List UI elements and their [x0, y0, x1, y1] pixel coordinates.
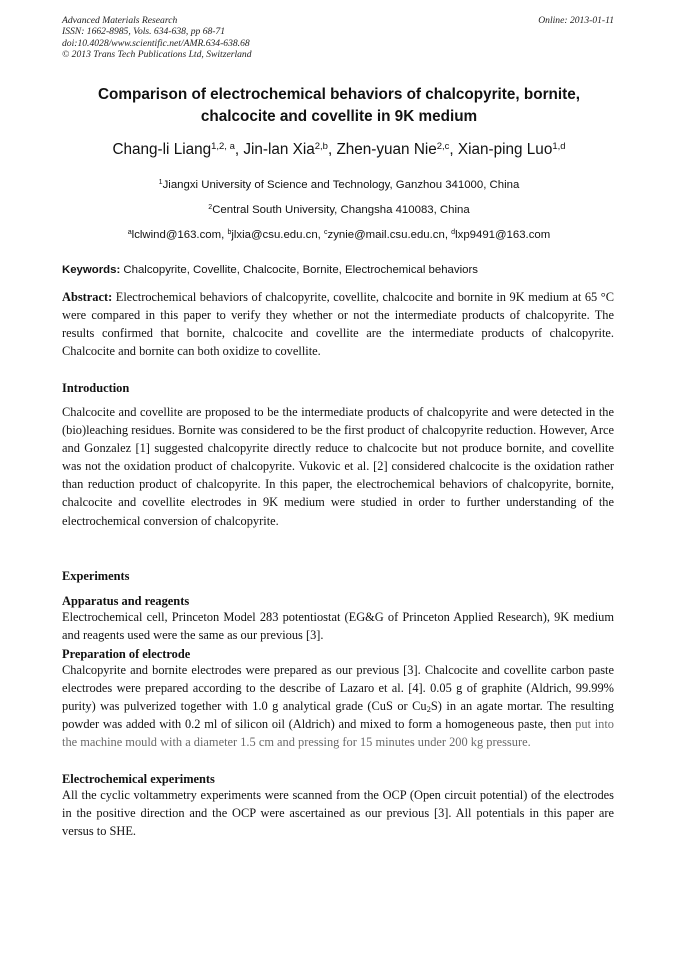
copyright-line: © 2013 Trans Tech Publications Ltd, Switzerland	[62, 49, 252, 61]
author-name: Jin-lan Xia	[243, 141, 315, 158]
email-address[interactable]: jlxia@csu.edu.cn	[231, 229, 318, 241]
paper-title	[62, 84, 616, 128]
preparation-text: Chalcopyrite and bornite electrodes were prepared as our previous [3]. Chalcocite and covellite carbon paste electrodes were prepared according to the describe of Lazaro et al. [4]. 0.05 g of graphite (Aldrich, 99.99% purity) was pulverized together with 1.0 g analytical grade (CuS or $Cu_2S$) in an agate mortar. The resulting powder was added with 0.2 ml of silicon oil (Aldrich) and mixed to form a homogeneous paste, then put into the machine mould with a diameter 1.5 cm and pressing for 15 minutes under 200 kg pressure.	[62, 663, 614, 750]
abstract	[62, 288, 614, 360]
abstract-label: Abstract:	[62, 290, 113, 304]
affiliation-2: $^2$Central South University, Changsha 410083, China	[208, 204, 470, 216]
preparation-heading: Preparation of electrode	[62, 647, 191, 661]
journal-header	[62, 15, 614, 61]
doi-line: doi:10.4028/www.scientific.net/AMR.634-638.68	[62, 37, 250, 49]
keywords-text: Chalcopyrite, Covellite, Chalcocite, Bornite, Electrochemical behaviors	[123, 264, 478, 276]
author-affiliation-marker: 1,2, a	[211, 140, 235, 152]
introduction-text: Chalcocite and covellite are proposed to be the intermediate products of chalcopyrite and were detected in the (bio)leaching residues. Bornite was considered to be the first product of chalcopyrite reduction. However, Arce and Gonzalez [1] suggested chalcopyrite directly reduce to chalcocite but not produce bornite, and covellite was not the oxidation product of chalcopyrite. Vukovic et al. [2] considered chalcocite is the oxidation rather than reduction product of chalcopyrite. In this paper, the electrochemical behaviors of chalcopyrite, bornite, chalcocite and covellite electrodes in 9K medium were studied in order to further understanding of the electrochemical conversion of chalcopyrite.	[62, 405, 614, 528]
affiliation-1: $^1$Jiangxi University of Science and Technology, Ganzhou 341000, China	[158, 179, 520, 191]
abstract-text: Electrochemical behaviors of chalcopyrite, covellite, chalcocite and bornite in 9K medium at 65 °C were compared in this paper to verify they whether or not the intermediate products of chalcopyrite. The results confirmed that bornite, chalcocite and covellite are the intermediate products of chalcopyrite. Chalcocite and bornite can both oxidize to covellite.	[62, 290, 614, 359]
author-name: Chang-li Liang	[112, 141, 212, 158]
email-address[interactable]: lxp9491@163.com	[455, 229, 551, 241]
author-affiliation-marker: 2,b	[314, 140, 328, 152]
electrochemical-experiments-text: All the cyclic voltammetry experiments were scanned from the OCP (Open circuit potential) of the electrodes in the positive direction and the OCP were ascertained as our previous [3]. All potentials in this paper are versus to SHE.	[62, 788, 614, 839]
keywords-label: Keywords:	[62, 264, 121, 276]
keywords	[62, 264, 616, 276]
author-affiliation-marker: 1,d	[552, 140, 566, 152]
preparation-text-grey: put into the machine mould with a diameter 1.5 cm and pressing for 15 minutes under 200 kg pressure.	[62, 717, 614, 750]
email-list: $^a$lclwind@163.com, $^b$jlxia@csu.edu.cn, $^c$zynie@mail.csu.edu.cn, $^d$lxp9491@163.com	[127, 229, 551, 241]
title-line-1: Comparison of electrochemical behaviors of chalcopyrite, bornite,	[98, 86, 580, 103]
apparatus-text: Electrochemical cell, Princeton Model 283 potentiostat (EG&G of Princeton Applied Research), 9K medium and reagents used were the same as our previous [3].	[62, 610, 614, 643]
author-list: Chang-li Liang$^{1,2, a}$, Jin-lan Xia$^{2,b}$, Zhen-yuan Nie$^{2,c}$, Xian-ping Luo$^{1,d}$	[112, 140, 566, 158]
email-address[interactable]: lclwind@163.com	[131, 229, 222, 241]
experiments-heading: Experiments	[62, 569, 130, 583]
author-name: Xian-ping Luo	[457, 141, 553, 158]
email-address[interactable]: zynie@mail.csu.edu.cn	[327, 229, 445, 241]
issn-line: ISSN: 1662-8985, Vols. 634-638, pp 68-71	[62, 26, 226, 38]
author-affiliation-marker: 2,c	[436, 140, 450, 152]
online-date: Online: 2013-01-11	[538, 15, 614, 26]
introduction-heading: Introduction	[62, 381, 130, 395]
title-line-2: chalcocite and covellite in 9K medium	[200, 108, 478, 125]
apparatus-heading: Apparatus and reagents	[62, 594, 190, 608]
electrochemical-experiments-heading: Electrochemical experiments	[62, 772, 215, 786]
journal-name: Advanced Materials Research	[62, 15, 178, 26]
author-name: Zhen-yuan Nie	[336, 141, 437, 158]
